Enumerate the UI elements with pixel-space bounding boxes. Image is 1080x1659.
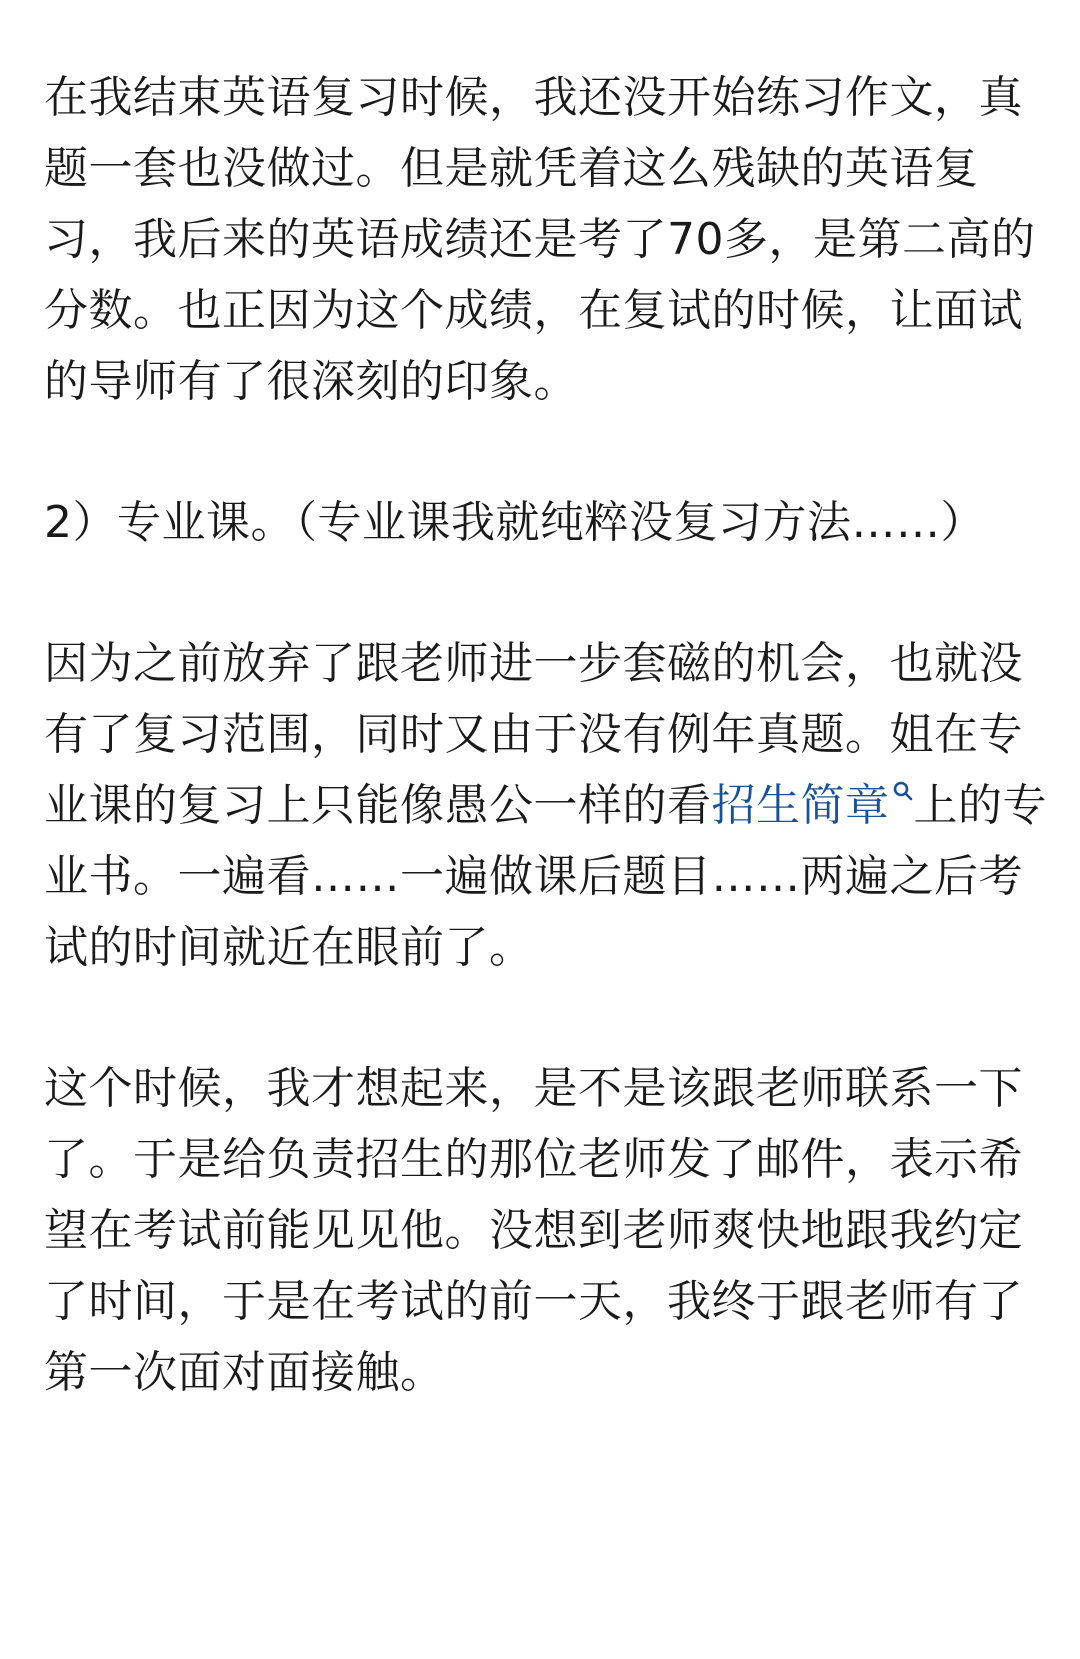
paragraph-major-course-heading: 2）专业课。（专业课我就纯粹没复习方法……） bbox=[44, 497, 985, 548]
paragraph-english-review: 在我结束英语复习时候，我还没开始练习作文，真题一套也没做过。但是就凭着这么残缺的英语复习，我后来的英语成绩还是考了70多，是第二高的分数。也正因为这个成绩，在复试的时候，让面试的导师有了很深刻的印象。 bbox=[44, 72, 1036, 407]
paragraph-text-before-link: 因为之前放弃了跟老师进一步套磁的机会，也就没有了复习范围，同时又由于没有例年真题。姐在专业课的复习上只能像愚公一样的看 bbox=[44, 638, 1023, 831]
paragraph-major-course-review bbox=[44, 628, 1054, 983]
paragraph-contact-teacher: 这个时候，我才想起来，是不是该跟老师联系一下了。于是给负责招生的那位老师发了邮件，表示希望在考试前能见见他。没想到老师爽快地跟我约定了时间，于是在考试的前一天，我终于跟老师有了第一次面对面接触。 bbox=[44, 1063, 1023, 1398]
keyword-link-enrollment-guide[interactable]: 招生简章 bbox=[711, 780, 890, 831]
article-body bbox=[44, 62, 1054, 1408]
paragraph-text-after-link: 上的专业书。一遍看……一遍做课后题目……两遍之后考试的时间就近在眼前了。 bbox=[44, 780, 1047, 973]
search-icon[interactable] bbox=[892, 780, 914, 810]
